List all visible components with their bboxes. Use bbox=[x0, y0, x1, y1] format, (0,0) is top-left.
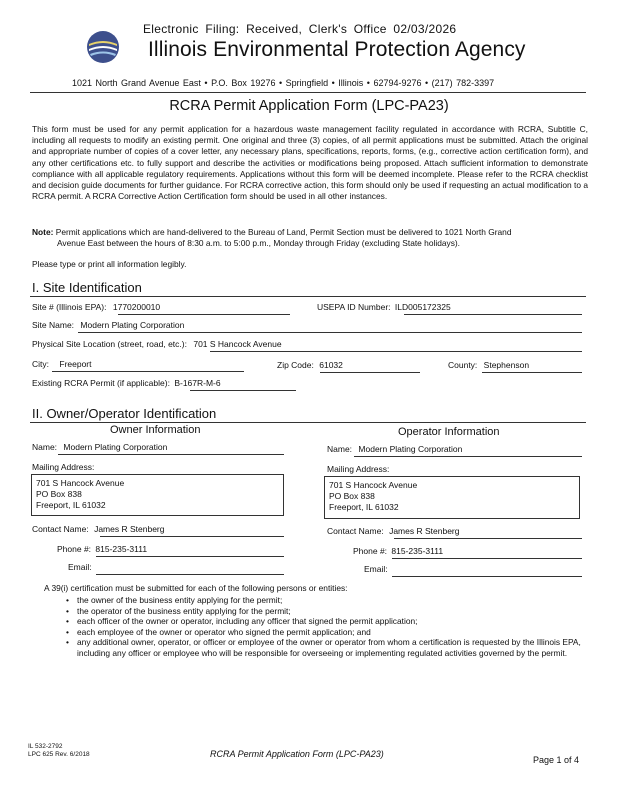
operator-name-label: Name: bbox=[327, 444, 353, 454]
legibly-instruction: Please type or print all information legibly. bbox=[32, 259, 187, 269]
site-name-line bbox=[78, 332, 582, 333]
list-item: • each officer of the owner or operator, including any officer that signed the permit application; bbox=[66, 616, 582, 627]
owner-email-field[interactable] bbox=[68, 562, 96, 572]
zip-value: 61032 bbox=[319, 360, 343, 370]
owner-name-line bbox=[58, 454, 284, 455]
usepa-id-value: ILD005172325 bbox=[394, 302, 451, 312]
operator-mailing-box[interactable] bbox=[324, 476, 580, 519]
county-label: County: bbox=[448, 360, 478, 370]
zip-label: Zip Code: bbox=[277, 360, 314, 370]
operator-email-label: Email: bbox=[364, 564, 388, 574]
city-value: Freeport bbox=[59, 359, 92, 369]
list-item: • any additional owner, operator, or officer or employee of the owner or operator from whom a certification is requested by the Illinois EPA, including any officer or employee who will be responsible for overseeing or implementing regulated activities governed by the permit. bbox=[66, 637, 582, 658]
operator-contact-field[interactable] bbox=[327, 526, 459, 536]
operator-contact-line bbox=[394, 538, 582, 539]
site-number-line bbox=[118, 314, 290, 315]
owner-phone-value: 815-235-3111 bbox=[95, 544, 148, 554]
owner-phone-field[interactable] bbox=[57, 544, 147, 554]
zip-field[interactable] bbox=[277, 360, 343, 370]
form-title: RCRA Permit Application Form (LPC-PA23) bbox=[169, 98, 449, 114]
operator-phone-line bbox=[392, 558, 582, 559]
operator-mail-line-1: 701 S Hancock Avenue bbox=[329, 480, 418, 490]
owner-name-label: Name: bbox=[32, 442, 58, 452]
note-label: Note: bbox=[32, 227, 54, 237]
usepa-id-label: USEPA ID Number: bbox=[317, 302, 391, 312]
operator-name-field[interactable] bbox=[327, 444, 462, 454]
operator-mail-line-3: Freeport, IL 61032 bbox=[329, 502, 399, 512]
operator-phone-value: 815-235-3111 bbox=[391, 546, 444, 556]
owner-mail-line-3: Freeport, IL 61032 bbox=[36, 500, 106, 510]
owner-heading: Owner Information bbox=[110, 424, 201, 436]
site-number-label: Site # (Illinois EPA): bbox=[32, 302, 107, 312]
illinois-epa-logo bbox=[86, 30, 120, 64]
form-code-line-1: IL 532-2792 bbox=[28, 743, 63, 750]
section-2-title: II. Owner/Operator Identification bbox=[32, 406, 217, 421]
owner-mail-line-2: PO Box 838 bbox=[36, 489, 82, 499]
list-item: • each employee of the owner or operator who signed the permit application; and bbox=[66, 627, 582, 638]
operator-name-value: Modern Plating Corporation bbox=[358, 444, 463, 454]
county-value: Stephenson bbox=[483, 360, 530, 370]
site-location-field[interactable] bbox=[32, 339, 282, 349]
owner-name-field[interactable] bbox=[32, 442, 167, 452]
existing-permit-field[interactable] bbox=[32, 378, 221, 388]
owner-contact-value: James R Stenberg bbox=[94, 524, 165, 534]
list-item: • the owner of the business entity applying for the permit; bbox=[66, 595, 582, 606]
city-field[interactable] bbox=[32, 359, 92, 369]
operator-mail-line-2: PO Box 838 bbox=[329, 491, 375, 501]
owner-contact-label: Contact Name: bbox=[32, 524, 89, 534]
header-divider bbox=[30, 92, 586, 93]
zip-line bbox=[320, 372, 420, 373]
owner-contact-field[interactable] bbox=[32, 524, 164, 534]
city-label: City: bbox=[32, 359, 49, 369]
owner-email-line bbox=[96, 574, 284, 575]
operator-heading: Operator Information bbox=[398, 426, 500, 438]
owner-phone-line bbox=[96, 556, 284, 557]
site-name-value: Modern Plating Corporation bbox=[80, 320, 185, 330]
certification-list bbox=[66, 595, 582, 659]
section-1-rule bbox=[30, 296, 586, 297]
existing-permit-value: B-167R-M-6 bbox=[174, 378, 221, 388]
owner-mail-line-1: 701 S Hancock Avenue bbox=[36, 478, 125, 488]
site-location-line bbox=[210, 351, 582, 352]
usepa-id-field[interactable] bbox=[317, 302, 451, 312]
owner-mailing-label: Mailing Address: bbox=[32, 462, 95, 472]
page-number: Page 1 of 4 bbox=[533, 755, 580, 765]
site-name-field[interactable] bbox=[32, 320, 184, 330]
owner-name-value: Modern Plating Corporation bbox=[63, 442, 168, 452]
note-line-2: Avenue East between the hours of 8:30 a.m. to 5:00 p.m., Monday through Friday (excluding State holidays). bbox=[57, 238, 461, 249]
owner-email-label: Email: bbox=[68, 562, 92, 572]
agency-name: Illinois Environmental Protection Agency bbox=[148, 38, 526, 61]
operator-email-field[interactable] bbox=[364, 564, 392, 574]
operator-contact-label: Contact Name: bbox=[327, 526, 384, 536]
note-line-1: Permit applications which are hand-delivered to the Bureau of Land, Permit Section must be delivered to 1021 North Grand bbox=[55, 227, 512, 237]
operator-mailing-label: Mailing Address: bbox=[327, 464, 390, 474]
intro-paragraph: This form must be used for any permit application for a hazardous waste management facility regulated in accordance with RCRA, Subtitle C, including all requests to modify an existing permit. One original and three (3) copies, of all permit applications must be submitted. Attach the original and appropriate number of copies of a cover letter, any necessary plans, specifications, reports, forms, (e.g., corrective action certification form), and any other certifications etc. to fully support and describe the activities or modifications being proposed. Attach sufficient information to demonstrate compliance with all applicable regulatory requirements. Applications without this form will be deemed incomplete. Please refer to the RCRA checklist and decision guide documents for further guidance. For RCRA corrective action, this form should only be used if requesting an actual modification to a RCRA permit. A RCRA Corrective Action Certification form should be used in all other instances. bbox=[32, 124, 588, 202]
county-line bbox=[482, 372, 582, 373]
operator-phone-field[interactable] bbox=[353, 546, 443, 556]
existing-permit-line bbox=[190, 390, 296, 391]
certification-intro: A 39(i) certification must be submitted for each of the following persons or entities: bbox=[44, 583, 348, 593]
site-name-label: Site Name: bbox=[32, 320, 75, 330]
site-location-value: 701 S Hancock Avenue bbox=[193, 339, 282, 349]
usepa-id-line bbox=[404, 314, 582, 315]
form-code-line-2: LPC 625 Rev. 6/2018 bbox=[28, 751, 90, 758]
form-code bbox=[28, 743, 90, 759]
operator-contact-value: James R Stenberg bbox=[389, 526, 460, 536]
county-field[interactable] bbox=[448, 360, 529, 370]
site-number-value: 1770200010 bbox=[112, 302, 161, 312]
owner-mailing-box[interactable] bbox=[31, 474, 284, 516]
site-number-field[interactable] bbox=[32, 302, 160, 312]
delivery-note bbox=[32, 227, 588, 249]
section-2-rule bbox=[30, 422, 586, 423]
list-item: • the operator of the business entity applying for the permit; bbox=[66, 606, 582, 617]
site-location-label: Physical Site Location (street, road, etc.): bbox=[32, 339, 187, 349]
filing-stamp: Electronic Filing: Received, Clerk's Office 02/03/2026 bbox=[143, 22, 457, 36]
footer-form-title: RCRA Permit Application Form (LPC-PA23) bbox=[210, 749, 384, 759]
agency-address: 1021 North Grand Avenue East • P.O. Box 19276 • Springfield • Illinois • 62794-9276 • (217) 782-3397 bbox=[72, 78, 495, 88]
operator-email-line bbox=[392, 576, 582, 577]
operator-name-line bbox=[354, 456, 582, 457]
owner-phone-label: Phone #: bbox=[57, 544, 92, 554]
operator-phone-label: Phone #: bbox=[353, 546, 388, 556]
owner-contact-line bbox=[100, 536, 284, 537]
city-line bbox=[52, 371, 244, 372]
section-1-title: I. Site Identification bbox=[32, 280, 142, 295]
existing-permit-label: Existing RCRA Permit (if applicable): bbox=[32, 378, 170, 388]
